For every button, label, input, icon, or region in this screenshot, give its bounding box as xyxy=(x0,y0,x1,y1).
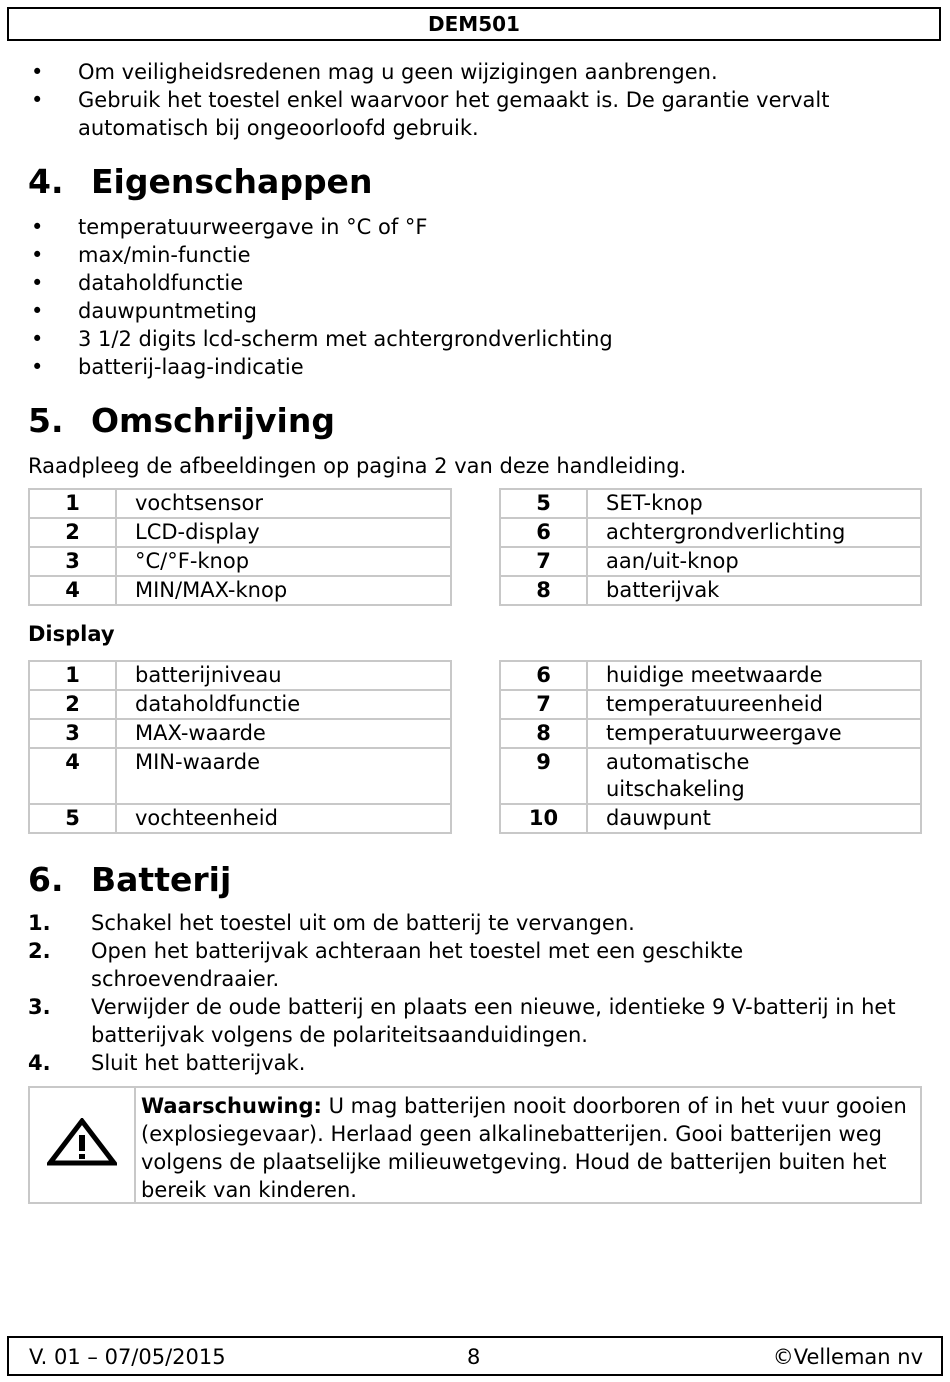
warning-icon-cell xyxy=(30,1088,136,1202)
table-row: 7 aan/uit-knop xyxy=(500,547,921,576)
bullet-icon: • xyxy=(31,215,44,239)
display-table-right xyxy=(499,660,922,834)
warning-text xyxy=(141,1092,911,1204)
model-name: DEM501 xyxy=(428,12,520,36)
display-table-left xyxy=(28,660,452,834)
list-item: • Om veiligheidsredenen mag u geen wijzigingen aanbrengen. xyxy=(31,60,718,84)
warning-box xyxy=(28,1086,922,1204)
table-row: 10 dauwpunt xyxy=(500,804,921,833)
bullet-icon: • xyxy=(31,355,44,379)
warning-body: U mag batterijen nooit doorboren of in het vuur gooien (explosiegevaar). Herlaad geen alkalinebatterijen. Gooi batterijen weg volgens de plaatselijke milieuwetgeving. Houd de batterijen buiten het bereik van kinderen. xyxy=(141,1094,907,1202)
bullet-icon: • xyxy=(31,299,44,323)
list-item: • max/min-functie xyxy=(31,243,251,267)
list-item: 4. Sluit het batterijvak. xyxy=(28,1051,306,1075)
features-list xyxy=(28,213,918,381)
display-heading: Display xyxy=(28,622,115,646)
table-row: 9 automatische uitschakeling xyxy=(500,748,921,804)
list-item: 3. Verwijder de oude batterij en plaats een nieuwe, identieke 9 V-batterij in het batterijvak volgens de polariteitsaanduidingen. xyxy=(28,995,896,1047)
list-item: • batterij-laag-indicatie xyxy=(31,355,304,379)
table-row: 2 dataholdfunctie xyxy=(29,690,451,719)
table-row: 4 MIN/MAX-knop xyxy=(29,576,451,605)
table-row: 6 huidige meetwaarde xyxy=(500,661,921,690)
bullet-icon: • xyxy=(31,60,44,84)
table-row: 8 batterijvak xyxy=(500,576,921,605)
warning-triangle-icon xyxy=(47,1118,117,1166)
warning-label: Waarschuwing: xyxy=(141,1094,322,1118)
parts-table-right xyxy=(499,488,922,606)
bullet-icon: • xyxy=(31,88,44,112)
bullet-icon: • xyxy=(31,271,44,295)
footer-page-number: 8 xyxy=(467,1345,481,1369)
page-header xyxy=(7,7,941,41)
table-row: 1 batterijniveau xyxy=(29,661,451,690)
table-row: 5 vochteenheid xyxy=(29,804,451,833)
footer-copyright: ©Velleman nv xyxy=(772,1345,923,1369)
table-row: 1 vochtsensor xyxy=(29,489,451,518)
battery-steps-list xyxy=(28,909,928,1077)
page-footer xyxy=(7,1336,943,1376)
list-item: • 3 1/2 digits lcd-scherm met achtergrondverlichting xyxy=(31,327,613,351)
list-item: • Gebruik het toestel enkel waarvoor het gemaakt is. De garantie vervalt automatisch bij ongeoorloofd gebruik. xyxy=(31,88,830,140)
section-heading-batterij: 6. Batterij xyxy=(28,860,232,899)
bullet-icon: • xyxy=(31,327,44,351)
parts-table-left xyxy=(28,488,452,606)
table-row: 4 MIN-waarde xyxy=(29,748,451,804)
list-item: 2. Open het batterijvak achteraan het toestel met een geschikte schroevendraaier. xyxy=(28,939,744,991)
table-row: 2 LCD-display xyxy=(29,518,451,547)
table-row: 3 MAX-waarde xyxy=(29,719,451,748)
section-heading-eigenschappen: 4. Eigenschappen xyxy=(28,162,373,201)
table-row: 7 temperatuureenheid xyxy=(500,690,921,719)
table-row: 5 SET-knop xyxy=(500,489,921,518)
intro-bullet-list xyxy=(28,58,918,142)
table-row: 8 temperatuurweergave xyxy=(500,719,921,748)
list-item: • temperatuurweergave in °C of °F xyxy=(31,215,428,239)
bullet-icon: • xyxy=(31,243,44,267)
section-heading-omschrijving: 5. Omschrijving xyxy=(28,401,335,440)
description-intro: Raadpleeg de afbeeldingen op pagina 2 van deze handleiding. xyxy=(28,454,687,478)
list-item: • dauwpuntmeting xyxy=(31,299,257,323)
list-item: 1. Schakel het toestel uit om de batterij te vervangen. xyxy=(28,911,635,935)
table-row: 3 °C/°F-knop xyxy=(29,547,451,576)
table-row: 6 achtergrondverlichting xyxy=(500,518,921,547)
footer-version: V. 01 – 07/05/2015 xyxy=(29,1345,226,1369)
list-item: • dataholdfunctie xyxy=(31,271,244,295)
